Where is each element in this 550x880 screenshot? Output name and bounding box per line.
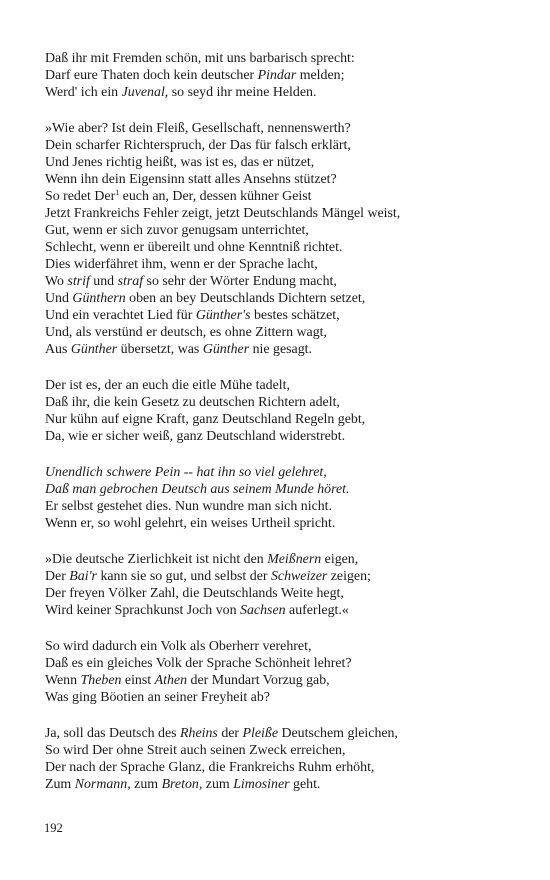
verse-line <box>45 273 515 290</box>
verse-text: Daß ihr mit Fremden schön, mit uns barbarisch sprecht: <box>45 51 355 66</box>
verse-text: nie gesagt. <box>249 342 312 357</box>
verse-text: Dies widerfähret ihm, wenn er der Sprache lacht, <box>45 257 318 272</box>
verse-line <box>45 585 515 602</box>
verse-line <box>45 307 515 324</box>
italic-text: Normann, <box>74 777 131 792</box>
verse-text: »Die deutsche Zierlichkeit ist nicht den <box>45 552 268 567</box>
verse-text: übersetzt, was <box>117 342 203 357</box>
verse-line <box>45 341 515 358</box>
verse-text: Er selbst gestehet dies. Nun wundre man sich nicht. <box>45 499 333 514</box>
stanza <box>45 120 515 358</box>
verse-text: der Mundart Vorzug gab, <box>187 673 330 688</box>
verse-text: Daß ihr, die kein Gesetz zu deutschen Richtern adelt, <box>45 395 340 410</box>
verse-line <box>45 205 515 222</box>
verse-text: Der nach der Sprache Glanz, die Frankreichs Ruhm erhöht, <box>45 760 375 775</box>
italic-text: Breton, <box>161 777 203 792</box>
verse-line <box>45 290 515 307</box>
page-number: 192 <box>44 821 63 835</box>
verse-text: Was ging Böotien an seiner Freyheit ab? <box>45 690 270 705</box>
italic-text: Juvenal, <box>121 85 169 100</box>
verse-line <box>45 638 515 655</box>
verse-line <box>45 759 515 776</box>
verse-line <box>45 742 515 759</box>
verse-line <box>45 154 515 171</box>
verse-text: Ja, soll das Deutsch des <box>45 726 181 741</box>
stanza <box>45 464 515 532</box>
verse-text: bestes schätzet, <box>250 308 340 323</box>
italic-text: Theben <box>80 673 122 688</box>
verse-text: Wenn <box>45 673 81 688</box>
verse-text: Und, als verstünd er deutsch, es ohne Zittern wagt, <box>45 325 327 340</box>
verse-line <box>45 120 515 137</box>
verse-line <box>45 428 515 445</box>
verse-text: zum <box>130 777 162 792</box>
verse-line <box>45 655 515 672</box>
verse-line <box>45 411 515 428</box>
verse-text: Schlecht, wenn er übereilt und ohne Kenntniß richtet. <box>45 240 343 255</box>
italic-text: Pindar <box>257 68 297 83</box>
verse-text: Wird keiner Sprachkunst Joch von <box>45 603 241 618</box>
verse-text: Jetzt Frankreichs Fehler zeigt, jetzt Deutschlands Mängel weist, <box>45 206 401 221</box>
verse-text: oben an bey Deutschlands Dichtern setzet, <box>125 291 366 306</box>
stanza <box>45 377 515 445</box>
italic-text: Limosiner <box>233 777 290 792</box>
stanza <box>45 725 515 793</box>
verse-text: Der ist es, der an euch die eitle Mühe tadelt, <box>45 378 290 393</box>
verse-line <box>45 481 515 498</box>
verse-text: und <box>89 274 118 289</box>
verse-line <box>45 394 515 411</box>
verse-line <box>45 188 515 205</box>
verse-line <box>45 498 515 515</box>
verse-text: eigen, <box>321 552 359 567</box>
verse-text: Deutschem gleichen, <box>278 726 398 741</box>
verse-line <box>45 256 515 273</box>
verse-line <box>45 464 515 481</box>
verse-text: Wenn ihn dein Eigensinn statt alles Ansehns stützet? <box>45 172 337 187</box>
verse-text: kann sie so gut, und selbst der <box>96 569 271 584</box>
verse-line <box>45 67 515 84</box>
verse-text: Der freyen Völker Zahl, die Deutschlands Weite hegt, <box>45 586 344 601</box>
verse-text: Darf eure Thaten doch kein deutscher <box>45 68 258 83</box>
verse-line <box>45 324 515 341</box>
verse-line <box>45 137 515 154</box>
poem-page <box>45 50 515 812</box>
verse-line <box>45 689 515 706</box>
verse-line <box>45 222 515 239</box>
italic-text: Sachsen <box>240 603 286 618</box>
verse-text: So wird Der ohne Streit auch seinen Zweck erreichen, <box>45 743 346 758</box>
verse-text: Zum <box>45 777 75 792</box>
verse-text: auferlegt.« <box>285 603 349 618</box>
verse-text: Und ein verachtet Lied für <box>45 308 196 323</box>
italic-text: Rheins <box>180 726 218 741</box>
verse-text: Und Jenes richtig heißt, was ist es, das er nützet, <box>45 155 315 170</box>
verse-text: So wird dadurch ein Volk als Oberherr verehret, <box>45 639 312 654</box>
italic-text: Günther <box>202 342 250 357</box>
italic-text: Meißnern <box>267 552 322 567</box>
verse-text: Wenn er, so wohl gelehrt, ein weises Urtheil spricht. <box>45 516 336 531</box>
verse-line <box>45 551 515 568</box>
italic-text: Bai'r <box>69 569 97 584</box>
verse-line <box>45 515 515 532</box>
verse-text: Aus <box>45 342 71 357</box>
verse-text: Und <box>45 291 73 306</box>
verse-line <box>45 84 515 101</box>
italic-text: Daß man gebrochen Deutsch aus seinem Munde höret. <box>45 482 350 497</box>
verse-line <box>45 171 515 188</box>
italic-text: Unendlich schwere Pein -- hat ihn so viel gelehret, <box>45 465 327 480</box>
verse-line <box>45 725 515 742</box>
footnote-marker: 1 <box>115 188 120 197</box>
verse-text: melden; <box>296 68 345 83</box>
stanza <box>45 551 515 619</box>
verse-text: »Wie aber? Ist dein Fleiß, Gesellschaft, nennenswerth? <box>45 121 351 136</box>
verse-line <box>45 602 515 619</box>
verse-text: zeigen; <box>327 569 371 584</box>
verse-text: Nur kühn auf eigne Kraft, ganz Deutschland Regeln gebt, <box>45 412 366 427</box>
verse-text: Da, wie er sicher weiß, ganz Deutschland widerstrebt. <box>45 429 346 444</box>
verse-line <box>45 239 515 256</box>
italic-text: Günthern <box>72 291 126 306</box>
verse-text: Wo <box>45 274 68 289</box>
stanza <box>45 50 515 101</box>
italic-text: Schweizer <box>270 569 328 584</box>
stanza <box>45 638 515 706</box>
verse-text: so seyd ihr meine Helden. <box>168 85 317 100</box>
verse-text: Werd' ich ein <box>45 85 122 100</box>
verse-text: Gut, wenn er sich zuvor genugsam unterrichtet, <box>45 223 309 238</box>
italic-text: Athen <box>154 673 188 688</box>
italic-text: strif <box>67 274 90 289</box>
verse-line <box>45 776 515 793</box>
verse-text: Daß es ein gleiches Volk der Sprache Schönheit lehret? <box>45 656 352 671</box>
italic-text: straf <box>117 274 144 289</box>
verse-line <box>45 568 515 585</box>
verse-text: einst <box>121 673 155 688</box>
verse-line <box>45 50 515 67</box>
verse-text: der <box>217 726 243 741</box>
verse-text: Der <box>45 569 70 584</box>
verse-text: geht. <box>289 777 321 792</box>
verse-text: So redet Der <box>45 189 116 204</box>
verse-text: zum <box>202 777 234 792</box>
italic-text: Günther <box>70 342 118 357</box>
verse-line <box>45 377 515 394</box>
verse-text: so sehr der Wörter Endung macht, <box>143 274 337 289</box>
italic-text: Pleiße <box>242 726 279 741</box>
italic-text: Günther's <box>195 308 251 323</box>
verse-line <box>45 672 515 689</box>
verse-text: euch an, Der, dessen kühner Geist <box>119 189 312 204</box>
verse-text: Dein scharfer Richterspruch, der Das für falsch erklärt, <box>45 138 351 153</box>
